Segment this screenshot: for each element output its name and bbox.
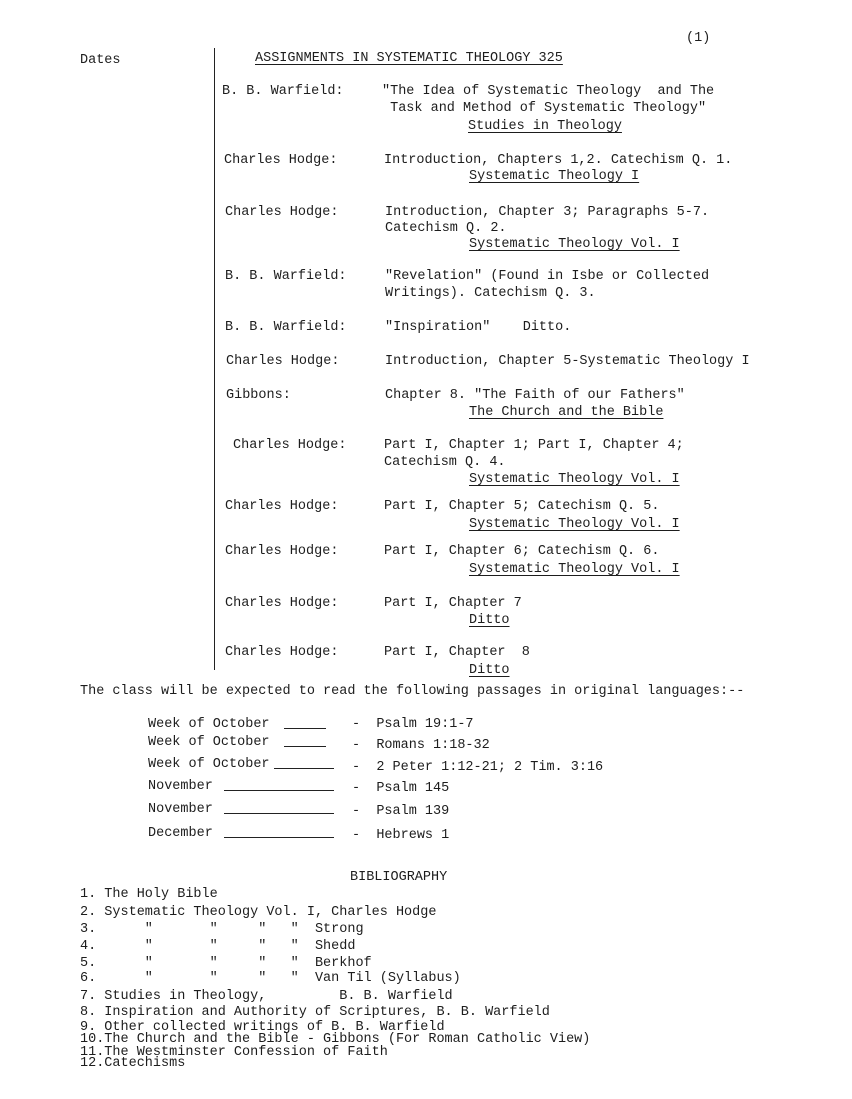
passage-text: - Romans 1:18-32: [352, 738, 490, 753]
passage-text: - Hebrews 1: [352, 828, 450, 843]
assignment-11-line: Part I, Chapter 7: [384, 596, 522, 611]
passage-reference: Romans 1:18-32: [376, 738, 490, 753]
page-number: (1): [686, 31, 711, 46]
bibliography-item: 1. The Holy Bible: [80, 887, 218, 902]
passage-when: Week of October: [148, 735, 270, 750]
assignment-6-line: Introduction, Chapter 5-Systematic Theology I: [385, 354, 750, 369]
passage-blank: [274, 756, 334, 775]
assignment-2-line: Introduction, Chapters 1,2. Catechism Q. 1.: [384, 153, 733, 168]
assignment-10-source: Systematic Theology Vol. I: [469, 562, 680, 577]
assignment-1-source: Studies in Theology: [468, 119, 622, 134]
bibliography-item: 12.Catechisms: [80, 1056, 186, 1071]
assignment-5-author: B. B. Warfield:: [225, 320, 347, 335]
assignment-1-line: Task and Method of Systematic Theology": [382, 101, 707, 116]
assignment-4-line: Writings). Catechism Q. 3.: [385, 286, 596, 301]
passage-text: - Psalm 139: [352, 804, 450, 819]
passage-blank: [284, 734, 326, 753]
assignment-9-source: Systematic Theology Vol. I: [469, 517, 680, 532]
passage-when: December: [148, 826, 213, 841]
assignment-1-line: "The Idea of Systematic Theology and The: [382, 84, 715, 99]
passage-when: November: [148, 779, 213, 794]
passage-text: - Psalm 19:1-7: [352, 717, 474, 732]
assignment-4-author: B. B. Warfield:: [225, 269, 347, 284]
assignment-5-line: "Inspiration" Ditto.: [385, 320, 572, 335]
passage-blank: [224, 801, 334, 820]
passages-intro: The class will be expected to read the following passages in original languages:--: [80, 684, 745, 699]
passage-when: Week of October: [148, 717, 270, 732]
passage-blank: [224, 825, 334, 844]
assignment-8-source: Systematic Theology Vol. I: [469, 472, 680, 487]
dates-label: Dates: [80, 53, 121, 68]
assignment-10-line: Part I, Chapter 6; Catechism Q. 6.: [384, 544, 660, 559]
passage-when: Week of October: [148, 757, 270, 772]
bibliography-item: 5. " " " " Berkhof: [80, 956, 372, 971]
passage-reference: Psalm 19:1-7: [376, 717, 474, 732]
assignment-3-line: Catechism Q. 2.: [385, 221, 507, 236]
assignment-12-source: Ditto: [469, 663, 510, 678]
assignment-3-author: Charles Hodge:: [225, 205, 339, 220]
assignment-11-author: Charles Hodge:: [225, 596, 339, 611]
bibliography-item: 3. " " " " Strong: [80, 922, 364, 937]
bibliography-item: 10.The Church and the Bible - Gibbons (For Roman Catholic View): [80, 1032, 591, 1047]
passage-reference: Psalm 139: [376, 804, 450, 819]
assignment-7-author: Gibbons:: [226, 388, 291, 403]
assignment-9-line: Part I, Chapter 5; Catechism Q. 5.: [384, 499, 660, 514]
passage-blank: [224, 778, 334, 797]
bibliography-item: 8. Inspiration and Authority of Scriptures, B. B. Warfield: [80, 1005, 550, 1020]
assignment-6-author: Charles Hodge:: [226, 354, 340, 369]
bibliography-item: 6. " " " " Van Til (Syllabus): [80, 971, 461, 986]
assignment-7-line: Chapter 8. "The Faith of our Fathers": [385, 388, 685, 403]
assignment-9-author: Charles Hodge:: [225, 499, 339, 514]
bibliography-item: 7. Studies in Theology, B. B. Warfield: [80, 989, 453, 1004]
bibliography-heading: BIBLIOGRAPHY: [350, 870, 448, 885]
assignment-11-source: Ditto: [469, 613, 510, 628]
passage-blank: [284, 716, 326, 735]
assignment-12-line: Part I, Chapter 8: [384, 645, 530, 660]
assignment-10-author: Charles Hodge:: [225, 544, 339, 559]
assignment-3-line: Introduction, Chapter 3; Paragraphs 5-7.: [385, 205, 710, 220]
assignment-8-line: Catechism Q. 4.: [384, 455, 506, 470]
passage-reference: 2 Peter 1:12-21; 2 Tim. 3:16: [376, 760, 604, 775]
assignment-7-source: The Church and the Bible: [469, 405, 664, 420]
assignment-8-author: Charles Hodge:: [233, 438, 347, 453]
assignment-4-line: "Revelation" (Found in Isbe or Collected: [385, 269, 710, 284]
assignment-3-source: Systematic Theology Vol. I: [469, 237, 680, 252]
assignment-2-source: Systematic Theology I: [469, 169, 640, 184]
page-title: ASSIGNMENTS IN SYSTEMATIC THEOLOGY 325: [255, 51, 563, 66]
assignment-8-line: Part I, Chapter 1; Part I, Chapter 4;: [384, 438, 684, 453]
bibliography-item: 2. Systematic Theology Vol. I, Charles Hodge: [80, 905, 437, 920]
assignment-2-author: Charles Hodge:: [224, 153, 338, 168]
bibliography-item: 4. " " " " Shedd: [80, 939, 356, 954]
passage-text: - 2 Peter 1:12-21; 2 Tim. 3:16: [352, 760, 604, 775]
assignment-1-author: B. B. Warfield:: [222, 84, 344, 99]
passage-reference: Psalm 145: [376, 781, 450, 796]
passage-when: November: [148, 802, 213, 817]
assignment-12-author: Charles Hodge:: [225, 645, 339, 660]
passage-text: - Psalm 145: [352, 781, 450, 796]
dates-column-rule: [214, 48, 215, 670]
passage-reference: Hebrews 1: [376, 828, 450, 843]
bibliography-item: 9. Other collected writings of B. B. Warfield: [80, 1020, 445, 1035]
bibliography-item: 11.The Westminster Confession of Faith: [80, 1045, 388, 1060]
